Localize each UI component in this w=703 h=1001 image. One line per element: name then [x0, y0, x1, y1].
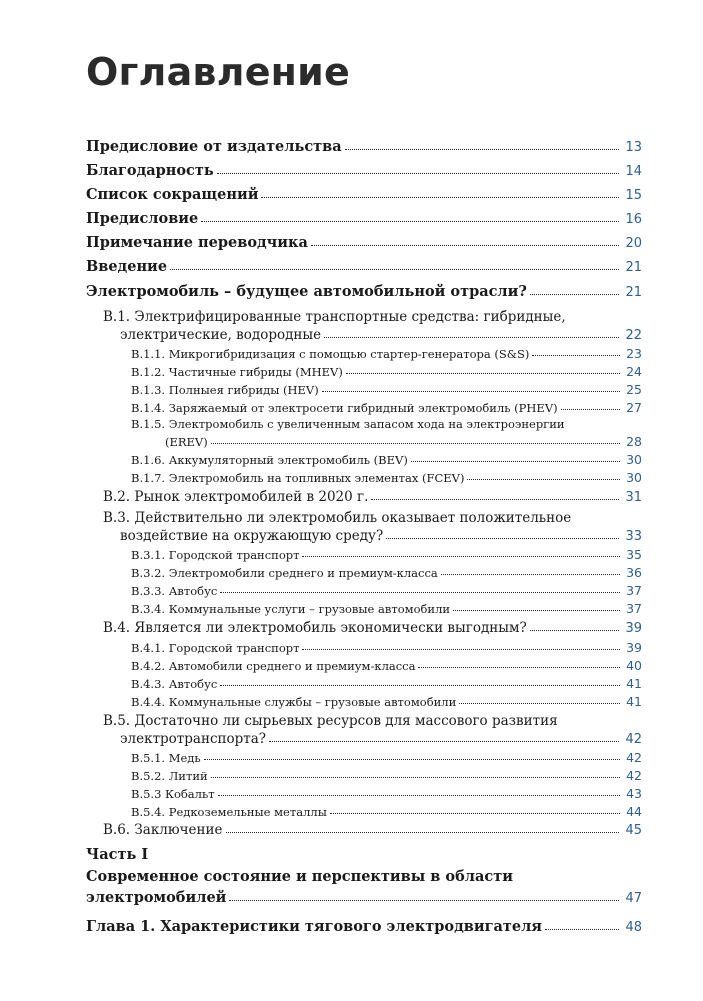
toc-entry[interactable]	[131, 640, 642, 655]
leader-dots	[170, 269, 619, 270]
page-number: 39	[625, 621, 642, 636]
toc-entry-title: В.5.4. Редкоземельные металлы	[131, 805, 327, 819]
toc-entry[interactable]	[86, 258, 642, 275]
toc-entry-title: В.5.1. Медь	[131, 751, 201, 765]
page-number: 20	[625, 236, 642, 251]
toc-entry[interactable]	[131, 601, 642, 616]
toc-entry-title-line2: (EREV)	[165, 435, 208, 449]
leader-dots	[226, 832, 620, 833]
toc-entry[interactable]	[131, 676, 642, 691]
page-number: 41	[626, 676, 642, 691]
page-number: 23	[626, 346, 642, 361]
toc-entry-title: В.6. Заключение	[103, 822, 223, 838]
page-number: 40	[626, 658, 642, 673]
leader-dots	[561, 409, 620, 410]
page-number: 27	[626, 400, 642, 415]
page-number: 25	[626, 382, 642, 397]
page-number: 15	[625, 188, 642, 203]
page-number: 44	[626, 804, 642, 819]
page-number: 42	[626, 768, 642, 783]
toc-entry[interactable]	[131, 547, 642, 562]
toc-entry[interactable]	[86, 186, 642, 203]
toc-entry[interactable]	[86, 138, 642, 155]
leader-dots	[530, 630, 620, 631]
page-number: 41	[626, 694, 642, 709]
leader-dots	[459, 703, 620, 704]
page-number: 43	[626, 786, 642, 801]
leader-dots	[322, 391, 620, 392]
page-number: 45	[625, 823, 642, 838]
toc-entry[interactable]	[131, 565, 642, 580]
leader-dots	[441, 574, 620, 575]
leader-dots	[386, 538, 619, 539]
leader-dots	[302, 649, 620, 650]
toc-entry-title: В.4.4. Коммунальные службы – грузовые автомобили	[131, 695, 457, 709]
toc-entry[interactable]	[86, 918, 642, 935]
toc-entry[interactable]	[86, 889, 642, 906]
toc-entry-title-line1[interactable]: В.3. Действительно ли электромобиль оказывает положительное	[103, 510, 572, 526]
page-number: 31	[625, 490, 642, 505]
leader-dots	[545, 929, 619, 930]
page-number: 22	[625, 328, 642, 343]
leader-dots	[229, 900, 619, 901]
page-number: 48	[625, 920, 642, 935]
toc-entry[interactable]	[86, 283, 642, 300]
toc-entry[interactable]	[131, 452, 642, 467]
toc-entry[interactable]	[103, 489, 642, 505]
toc-entry-title-line2: электромобилей	[86, 889, 227, 906]
toc-entry-title: Список сокращений	[86, 186, 259, 203]
toc-entry[interactable]	[131, 694, 642, 709]
leader-dots	[371, 499, 619, 500]
page-number: 24	[626, 364, 642, 379]
toc-entry-title: В.3.3. Автобус	[131, 584, 218, 598]
leader-dots	[311, 245, 620, 246]
toc-entry[interactable]	[120, 528, 642, 544]
page-number: 37	[626, 601, 642, 616]
toc-entry-title: В.2. Рынок электромобилей в 2020 г.	[103, 489, 369, 505]
toc-entry-title-line2: электрические, водородные	[120, 327, 322, 343]
page-number: 21	[625, 285, 642, 300]
leader-dots	[411, 461, 620, 462]
toc-entry-title-line1[interactable]: В.5. Достаточно ли сырьевых ресурсов для массового развития	[103, 713, 558, 729]
page-number: 36	[626, 565, 642, 580]
leader-dots	[220, 592, 620, 593]
page-number: 39	[626, 640, 642, 655]
toc-entry-title: В.1.1. Микрогибридизация с помощью стартер-генератора (S&S)	[131, 347, 530, 361]
leader-dots	[418, 667, 620, 668]
toc-entry[interactable]	[131, 658, 642, 673]
toc-entry-title: В.3.2. Электромобили среднего и премиум-класса	[131, 566, 438, 580]
toc-entry-title-line2: электротранспорта?	[120, 731, 267, 747]
leader-dots	[302, 556, 620, 557]
page-number: 37	[626, 583, 642, 598]
toc-entry-title-line1[interactable]: В.1. Электрифицированные транспортные средства: гибридные,	[103, 309, 566, 325]
toc-entry[interactable]	[131, 750, 642, 765]
leader-dots	[346, 373, 620, 374]
page-title: Оглавление	[86, 50, 350, 94]
page-number: 21	[625, 260, 642, 275]
leader-dots	[467, 479, 620, 480]
toc-entry-title: В.4.2. Автомобили среднего и премиум-класса	[131, 659, 416, 673]
leader-dots	[218, 795, 621, 796]
page-number: 14	[625, 164, 642, 179]
page-number: 42	[626, 750, 642, 765]
page-number: 30	[626, 452, 642, 467]
toc-entry-title-line1[interactable]: Современное состояние и перспективы в области	[86, 868, 513, 885]
toc-entry-title: В.5.3 Кобальт	[131, 787, 215, 801]
toc-entry-title: В.1.4. Заряжаемый от электросети гибридный электромобиль (PHEV)	[131, 401, 558, 415]
toc-entry-title: Глава 1. Характеристики тягового электродвигателя	[86, 918, 542, 935]
toc-entry[interactable]	[131, 768, 642, 783]
page-number: 28	[626, 434, 642, 449]
toc-entry[interactable]	[103, 822, 642, 838]
page-number: 16	[625, 212, 642, 227]
toc-entry-title: В.3.4. Коммунальные услуги – грузовые автомобили	[131, 602, 451, 616]
toc-entry-title: В.1.2. Частичные гибриды (MHEV)	[131, 365, 343, 379]
toc-entry[interactable]	[86, 234, 642, 251]
toc-entry-title: В.1.7. Электромобиль на топливных элементах (FCEV)	[131, 471, 465, 485]
toc-entry-title: В.4.3. Автобус	[131, 677, 218, 691]
page-number: 33	[625, 529, 642, 544]
leader-dots	[201, 221, 619, 222]
page-number: 13	[625, 140, 642, 155]
toc-entry-title: В.4. Является ли электромобиль экономически выгодным?	[103, 620, 527, 636]
leader-dots	[211, 443, 620, 444]
leader-dots	[204, 759, 620, 760]
toc-entry[interactable]	[103, 620, 642, 636]
leader-dots	[261, 197, 619, 198]
toc-entry-title: Предисловие от издательства	[86, 138, 342, 155]
leader-dots	[345, 149, 620, 150]
page-number: 47	[625, 891, 642, 906]
page-number: 35	[626, 547, 642, 562]
leader-dots	[532, 355, 620, 356]
toc-entry[interactable]	[131, 400, 642, 415]
toc-entry-title: Благодарность	[86, 162, 214, 179]
toc-entry[interactable]	[131, 786, 642, 801]
toc-entry-title: В.3.1. Городской транспорт	[131, 548, 300, 562]
leader-dots	[217, 173, 620, 174]
toc-entry-title: В.1.3. Полныея гибриды (HEV)	[131, 383, 319, 397]
toc-entry-title: Примечание переводчика	[86, 234, 308, 251]
toc-entry[interactable]	[131, 470, 642, 485]
page-number: 42	[625, 732, 642, 747]
toc-entry[interactable]	[131, 804, 642, 819]
toc-entry[interactable]	[131, 583, 642, 598]
leader-dots	[330, 813, 620, 814]
toc-entry[interactable]	[131, 346, 642, 361]
toc-entry[interactable]	[131, 364, 642, 379]
toc-entry-title: В.4.1. Городской транспорт	[131, 641, 300, 655]
leader-dots	[453, 610, 620, 611]
toc-entry[interactable]	[86, 162, 642, 179]
leader-dots	[220, 685, 620, 686]
toc-entry[interactable]	[86, 210, 642, 227]
leader-dots	[269, 741, 619, 742]
toc-entry-title: Предисловие	[86, 210, 199, 227]
part-label[interactable]: Часть I	[86, 846, 149, 863]
toc-entry[interactable]	[120, 327, 642, 343]
toc-entry[interactable]	[165, 434, 642, 449]
toc-entry-title: Электромобиль – будущее автомобильной отрасли?	[86, 283, 527, 300]
leader-dots	[211, 777, 620, 778]
toc-entry-title-line2: воздействие на окружающую среду?	[120, 528, 384, 544]
toc-entry[interactable]	[120, 731, 642, 747]
toc-entry-title: Введение	[86, 258, 168, 275]
leader-dots	[530, 294, 620, 295]
toc-entry-title: В.1.6. Аккумуляторный электромобиль (BEV)	[131, 453, 408, 467]
leader-dots	[324, 337, 619, 338]
page-number: 30	[626, 470, 642, 485]
toc-entry-title: В.5.2. Литий	[131, 769, 208, 783]
toc-entry[interactable]	[131, 382, 642, 397]
toc-entry-title-line1[interactable]: В.1.5. Электромобиль с увеличенным запасом хода на электроэнергии	[131, 417, 565, 431]
